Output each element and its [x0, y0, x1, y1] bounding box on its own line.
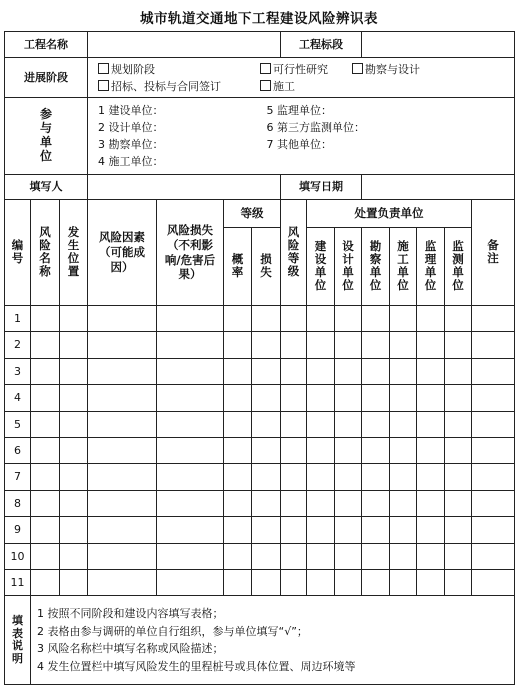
col-risk-loss: 风险损失（不利影响/危害后果） [157, 200, 224, 306]
unit-item: 2 设计单位： [98, 121, 164, 134]
table-cell[interactable] [281, 517, 307, 543]
stage-option-bidding[interactable]: 招标、投标与合同签订 [98, 78, 256, 95]
unit-item: 7 其他单位： [266, 138, 332, 151]
col-monitoring-unit: 监测单位 [445, 228, 472, 306]
table-cell[interactable] [224, 385, 252, 411]
table-cell[interactable] [307, 517, 335, 543]
table-cell[interactable] [362, 332, 390, 358]
col-survey-unit: 勘察单位 [362, 228, 390, 306]
table-cell[interactable] [88, 411, 157, 437]
table-cell[interactable] [157, 543, 224, 569]
row-number: 2 [5, 332, 31, 358]
table-cell[interactable] [362, 490, 390, 516]
table-cell[interactable] [60, 411, 88, 437]
table-cell[interactable] [60, 385, 88, 411]
table-cell[interactable] [252, 306, 281, 332]
col-builder-unit: 施工单位 [390, 228, 417, 306]
table-cell[interactable] [60, 437, 88, 463]
table-cell[interactable] [157, 332, 224, 358]
units-left-column [98, 102, 263, 170]
note-item: 3 风险名称栏中填写名称或风险描述； [37, 642, 224, 656]
table-cell[interactable] [307, 358, 335, 384]
table-cell[interactable] [31, 517, 60, 543]
table-cell[interactable] [362, 411, 390, 437]
unit-item: 5 监理单位： [266, 104, 332, 117]
stage-option-survey-design[interactable]: 勘察与设计 [352, 61, 420, 78]
col-remarks: 备注 [472, 200, 515, 306]
table-cell[interactable] [445, 543, 472, 569]
table-cell[interactable] [31, 490, 60, 516]
table-cell[interactable] [445, 490, 472, 516]
table-cell[interactable] [390, 385, 417, 411]
table-cell[interactable] [472, 543, 515, 569]
table-cell[interactable] [472, 437, 515, 463]
table-cell[interactable] [417, 490, 445, 516]
table-cell[interactable] [31, 569, 60, 595]
table-cell[interactable] [281, 490, 307, 516]
table-cell[interactable] [31, 543, 60, 569]
table-cell[interactable] [445, 306, 472, 332]
table-cell[interactable] [224, 490, 252, 516]
table-cell[interactable] [390, 569, 417, 595]
table-cell[interactable] [472, 464, 515, 490]
table-cell[interactable] [335, 517, 362, 543]
table-cell[interactable] [252, 490, 281, 516]
table-cell[interactable] [417, 385, 445, 411]
table-cell[interactable] [252, 385, 281, 411]
table-cell[interactable] [224, 543, 252, 569]
table-cell[interactable] [252, 464, 281, 490]
table-cell[interactable] [281, 358, 307, 384]
table-cell[interactable] [417, 332, 445, 358]
table-cell[interactable] [281, 464, 307, 490]
table-cell[interactable] [88, 569, 157, 595]
table-cell[interactable] [335, 306, 362, 332]
project-section-value[interactable] [362, 32, 515, 58]
table-cell[interactable] [307, 543, 335, 569]
table-cell[interactable] [157, 490, 224, 516]
table-cell[interactable] [281, 332, 307, 358]
table-cell[interactable] [60, 464, 88, 490]
stage-label: 进展阶段 [5, 58, 88, 98]
checkbox-icon[interactable] [98, 63, 109, 74]
table-cell[interactable] [252, 569, 281, 595]
unit-item: 1 建设单位： [98, 104, 164, 117]
table-cell[interactable] [224, 464, 252, 490]
table-cell[interactable] [157, 517, 224, 543]
table-cell[interactable] [335, 464, 362, 490]
table-cell[interactable] [335, 490, 362, 516]
table-cell[interactable] [157, 437, 224, 463]
table-cell[interactable] [362, 464, 390, 490]
table-cell[interactable] [472, 517, 515, 543]
table-cell[interactable] [252, 517, 281, 543]
table-cell[interactable] [362, 385, 390, 411]
table-cell[interactable] [390, 517, 417, 543]
table-row [5, 569, 515, 595]
table-cell[interactable] [31, 306, 60, 332]
table-cell[interactable] [445, 569, 472, 595]
table-cell[interactable] [88, 543, 157, 569]
table-cell[interactable] [390, 358, 417, 384]
table-cell[interactable] [252, 543, 281, 569]
table-cell[interactable] [88, 306, 157, 332]
unit-item: 3 勘察单位： [98, 138, 164, 151]
table-cell[interactable] [252, 358, 281, 384]
table-cell[interactable] [31, 411, 60, 437]
project-name-label: 工程名称 [5, 32, 88, 58]
table-cell[interactable] [445, 464, 472, 490]
unit-item: 6 第三方监测单位： [266, 121, 365, 134]
stage-option-planning[interactable]: 规划阶段 [98, 61, 256, 78]
table-cell[interactable] [307, 490, 335, 516]
col-number: 编号 [5, 200, 31, 306]
row-number: 10 [5, 543, 31, 569]
table-cell[interactable] [224, 517, 252, 543]
table-cell[interactable] [362, 306, 390, 332]
table-cell[interactable] [390, 306, 417, 332]
table-row [5, 543, 515, 569]
table-cell[interactable] [157, 411, 224, 437]
table-cell[interactable] [417, 411, 445, 437]
table-cell[interactable] [252, 332, 281, 358]
row-number: 3 [5, 358, 31, 384]
table-cell[interactable] [60, 490, 88, 516]
table-cell[interactable] [224, 332, 252, 358]
table-cell[interactable] [390, 490, 417, 516]
risk-identification-table [4, 31, 515, 685]
col-design-unit: 设计单位 [335, 228, 362, 306]
col-damage: 损失 [252, 228, 281, 306]
stage-option-construction[interactable]: 施工 [260, 78, 295, 95]
row-number: 5 [5, 411, 31, 437]
table-row [5, 358, 515, 384]
table-cell[interactable] [362, 543, 390, 569]
table-cell[interactable] [88, 464, 157, 490]
table-cell[interactable] [88, 437, 157, 463]
table-cell[interactable] [472, 411, 515, 437]
table-cell[interactable] [362, 569, 390, 595]
table-cell[interactable] [472, 569, 515, 595]
note-item: 4 发生位置栏中填写风险发生的里程桩号或具体位置、周边环境等 [37, 659, 356, 673]
table-row [5, 385, 515, 411]
table-cell[interactable] [88, 358, 157, 384]
col-supervision-unit: 监理单位 [417, 228, 445, 306]
table-cell[interactable] [157, 385, 224, 411]
row-number: 11 [5, 569, 31, 595]
table-cell[interactable] [31, 332, 60, 358]
table-cell[interactable] [60, 517, 88, 543]
col-risk-factors: 风险因素（可能成因） [88, 200, 157, 306]
checkbox-icon[interactable] [352, 63, 363, 74]
table-cell[interactable] [335, 385, 362, 411]
col-risk-level: 风险等级 [281, 200, 307, 306]
table-cell[interactable] [281, 543, 307, 569]
table-cell[interactable] [445, 437, 472, 463]
table-row [5, 464, 515, 490]
table-cell[interactable] [88, 385, 157, 411]
table-cell[interactable] [281, 437, 307, 463]
row-number: 9 [5, 517, 31, 543]
table-cell[interactable] [252, 411, 281, 437]
table-cell[interactable] [445, 411, 472, 437]
checkbox-icon[interactable] [260, 80, 271, 91]
table-cell[interactable] [31, 464, 60, 490]
filler-label: 填写人 [5, 175, 88, 200]
table-cell[interactable] [31, 437, 60, 463]
table-cell[interactable] [307, 411, 335, 437]
table-cell[interactable] [31, 385, 60, 411]
fill-date-label: 填写日期 [281, 175, 362, 200]
table-cell[interactable] [252, 437, 281, 463]
table-cell[interactable] [472, 490, 515, 516]
table-cell[interactable] [31, 358, 60, 384]
table-cell[interactable] [307, 569, 335, 595]
table-cell[interactable] [335, 411, 362, 437]
table-cell[interactable] [157, 569, 224, 595]
table-cell[interactable] [390, 332, 417, 358]
project-section-label: 工程标段 [281, 32, 362, 58]
table-row [5, 437, 515, 463]
filler-value[interactable] [88, 175, 281, 200]
stage-options [88, 58, 515, 98]
table-cell[interactable] [157, 306, 224, 332]
table-cell[interactable] [445, 332, 472, 358]
table-cell[interactable] [224, 358, 252, 384]
table-cell[interactable] [281, 569, 307, 595]
table-cell[interactable] [472, 385, 515, 411]
table-row [5, 332, 515, 358]
table-cell[interactable] [60, 569, 88, 595]
table-row [5, 306, 515, 332]
table-cell[interactable] [472, 306, 515, 332]
table-row [5, 411, 515, 437]
table-cell[interactable] [417, 464, 445, 490]
note-item: 2 表格由参与调研的单位自行组织，参与单位填写“√”； [37, 624, 308, 638]
table-cell[interactable] [472, 332, 515, 358]
table-cell[interactable] [281, 306, 307, 332]
table-cell[interactable] [307, 437, 335, 463]
table-cell[interactable] [390, 543, 417, 569]
table-cell[interactable] [390, 464, 417, 490]
table-cell[interactable] [335, 358, 362, 384]
table-cell[interactable] [362, 517, 390, 543]
table-cell[interactable] [60, 306, 88, 332]
table-cell[interactable] [417, 306, 445, 332]
checkbox-icon[interactable] [260, 63, 271, 74]
table-cell[interactable] [335, 569, 362, 595]
table-cell[interactable] [417, 569, 445, 595]
participating-units [88, 98, 515, 175]
table-cell[interactable] [307, 306, 335, 332]
table-cell[interactable] [157, 464, 224, 490]
row-number: 1 [5, 306, 31, 332]
notes-label: 填表说明 [5, 596, 31, 685]
notes-content [31, 596, 515, 685]
project-name-value[interactable] [88, 32, 281, 58]
col-risk-name: 风险名称 [31, 200, 60, 306]
col-responsible-units: 处置负责单位 [307, 200, 472, 228]
unit-item: 4 施工单位： [98, 155, 164, 168]
col-probability: 概率 [224, 228, 252, 306]
fill-date-value[interactable] [362, 175, 515, 200]
row-number: 7 [5, 464, 31, 490]
col-grade: 等级 [224, 200, 281, 228]
checkbox-icon[interactable] [98, 80, 109, 91]
units-right-column [267, 102, 432, 153]
table-cell[interactable] [224, 306, 252, 332]
table-cell[interactable] [472, 358, 515, 384]
table-cell[interactable] [335, 332, 362, 358]
col-construction-unit: 建设单位 [307, 228, 335, 306]
row-number: 8 [5, 490, 31, 516]
table-row [5, 490, 515, 516]
table-cell[interactable] [445, 385, 472, 411]
table-cell[interactable] [417, 517, 445, 543]
table-cell[interactable] [335, 437, 362, 463]
row-number: 6 [5, 437, 31, 463]
table-cell[interactable] [417, 358, 445, 384]
table-cell[interactable] [88, 332, 157, 358]
row-number: 4 [5, 385, 31, 411]
table-cell[interactable] [281, 385, 307, 411]
table-cell[interactable] [224, 411, 252, 437]
table-cell[interactable] [390, 437, 417, 463]
col-location: 发生位置 [60, 200, 88, 306]
table-cell[interactable] [390, 411, 417, 437]
stage-option-feasibility[interactable]: 可行性研究 [260, 61, 348, 78]
table-cell[interactable] [307, 464, 335, 490]
table-cell[interactable] [445, 358, 472, 384]
table-cell[interactable] [417, 543, 445, 569]
table-title: 城市轨道交通地下工程建设风险辨识表 [140, 11, 378, 27]
table-cell[interactable] [281, 411, 307, 437]
table-cell[interactable] [157, 358, 224, 384]
table-cell[interactable] [362, 437, 390, 463]
table-row [5, 517, 515, 543]
table-cell[interactable] [362, 358, 390, 384]
table-cell[interactable] [224, 569, 252, 595]
note-item: 1 按照不同阶段和建设内容填写表格； [37, 607, 224, 621]
table-cell[interactable] [224, 437, 252, 463]
table-cell[interactable] [60, 543, 88, 569]
table-cell[interactable] [307, 385, 335, 411]
table-cell[interactable] [88, 517, 157, 543]
table-cell[interactable] [60, 332, 88, 358]
table-cell[interactable] [417, 437, 445, 463]
table-cell[interactable] [335, 543, 362, 569]
table-cell[interactable] [60, 358, 88, 384]
table-cell[interactable] [445, 517, 472, 543]
table-cell[interactable] [88, 490, 157, 516]
units-label: 参与单位 [5, 98, 88, 175]
table-cell[interactable] [307, 332, 335, 358]
